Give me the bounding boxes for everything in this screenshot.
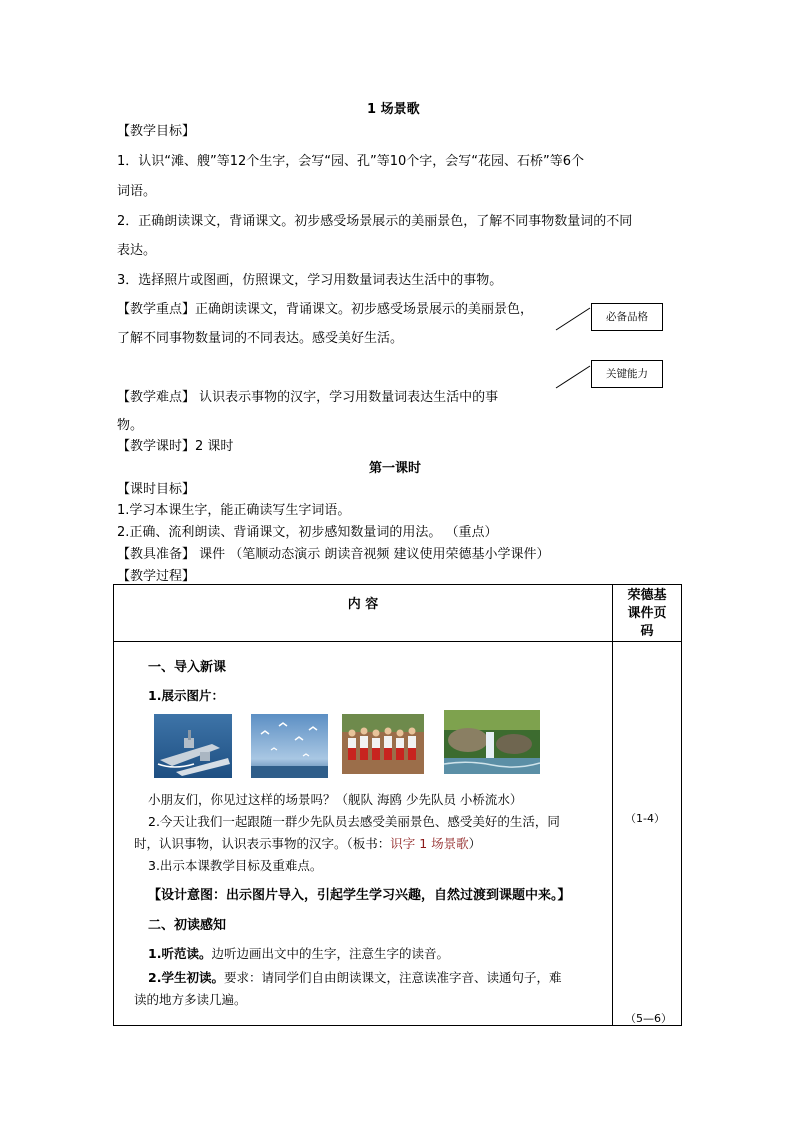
intro-question: 小朋友们，你见过这样的场景吗？（舰队 海鸥 少先队员 小桥流水） [148, 792, 523, 807]
teaching-goal-1-cont: 词语。 [117, 184, 157, 199]
table-header-content: 内 容 [114, 585, 613, 642]
table-page-cell [613, 642, 682, 1026]
process-heading: 【教学过程】 [117, 569, 196, 584]
teaching-goals-heading: 【教学目标】 [117, 124, 196, 139]
callout-connector-lines [550, 300, 595, 395]
callout-box-character: 必备品格 [591, 303, 663, 331]
image-young-pioneers [342, 714, 424, 774]
board-writing: 识字 1 场景歌 [390, 836, 469, 851]
section-1-heading: 一、导入新课 [148, 660, 227, 675]
design-intent: 【设计意图：出示图片导入，引起学生学习兴趣，自然过渡到课题中来。】 [148, 888, 571, 903]
page-range-1: （1-4） [625, 812, 665, 825]
section-2-item-1: 1.听范读。边听边画出文中的生字，注意生字的读音。 [148, 946, 449, 961]
teaching-process-table [113, 584, 682, 1026]
section-2-item-2-cont: 读的地方多读几遍。 [134, 992, 247, 1007]
teaching-goal-2: 2．正确朗读课文，背诵课文。初步感受场景展示的美丽景色，了解不同事物数量词的不同 [117, 214, 633, 229]
section-1-item-2-cont: 时，认识事物，认识表示事物的汉字。（板书：识字 1 场景歌） [134, 836, 482, 851]
image-seagulls [251, 714, 328, 778]
key-points-line2: 了解不同事物数量词的不同表达。感受美好生活。 [117, 331, 404, 346]
difficulty-line1: 【教学难点】 认识表示事物的汉字，学习用数量词表达生活中的事 [117, 390, 499, 405]
difficulty-line2: 物。 [117, 418, 144, 433]
section-1-item-3: 3.出示本课教学目标及重难点。 [148, 858, 323, 873]
section-2-item-2: 2.学生初读。要求：请同学们自由朗读课文，注意读准字音、读通句子，难 [148, 970, 562, 985]
lesson-time: 【教学课时】2 课时 [117, 439, 234, 454]
image-fleet [154, 714, 232, 778]
first-lesson-heading: 第一课时 [369, 461, 422, 476]
materials: 【教具准备】 课件 （笔顺动态演示 朗读音视频 建议使用荣德基小学课件） [117, 547, 550, 562]
teaching-goal-3: 3．选择照片或图画，仿照课文，学习用数量词表达生活中的事物。 [117, 273, 503, 288]
section-2-heading: 二、初读感知 [148, 918, 227, 933]
section-1-item-1: 1.展示图片： [148, 688, 224, 703]
teaching-goal-1: 1．认识“滩、艘”等12个生字，会写“园、孔”等10个字，会写“花园、石桥”等6个 [117, 154, 585, 169]
callout-box-ability: 关键能力 [591, 360, 663, 388]
page-title: 1 场景歌 [367, 102, 420, 117]
lesson-goal-1: 1.学习本课生字，能正确读写生字词语。 [117, 503, 351, 518]
table-header-page: 荣德基 课件页 码 [613, 585, 682, 642]
section-1-item-2: 2.今天让我们一起跟随一群少先队员去感受美丽景色、感受美好的生活，同 [148, 814, 560, 829]
page-range-2: （5—6） [625, 1012, 672, 1025]
image-bridge-stream [444, 710, 540, 774]
lesson-goals-heading: 【课时目标】 [117, 482, 196, 497]
lesson-goal-2: 2.正确、流利朗读、背诵课文，初步感知数量词的用法。 （重点） [117, 525, 498, 540]
teaching-goal-2-cont: 表达。 [117, 243, 157, 258]
table-content-cell [114, 642, 613, 1026]
key-points-line1: 【教学重点】正确朗读课文，背诵课文。初步感受场景展示的美丽景色， [117, 302, 534, 317]
